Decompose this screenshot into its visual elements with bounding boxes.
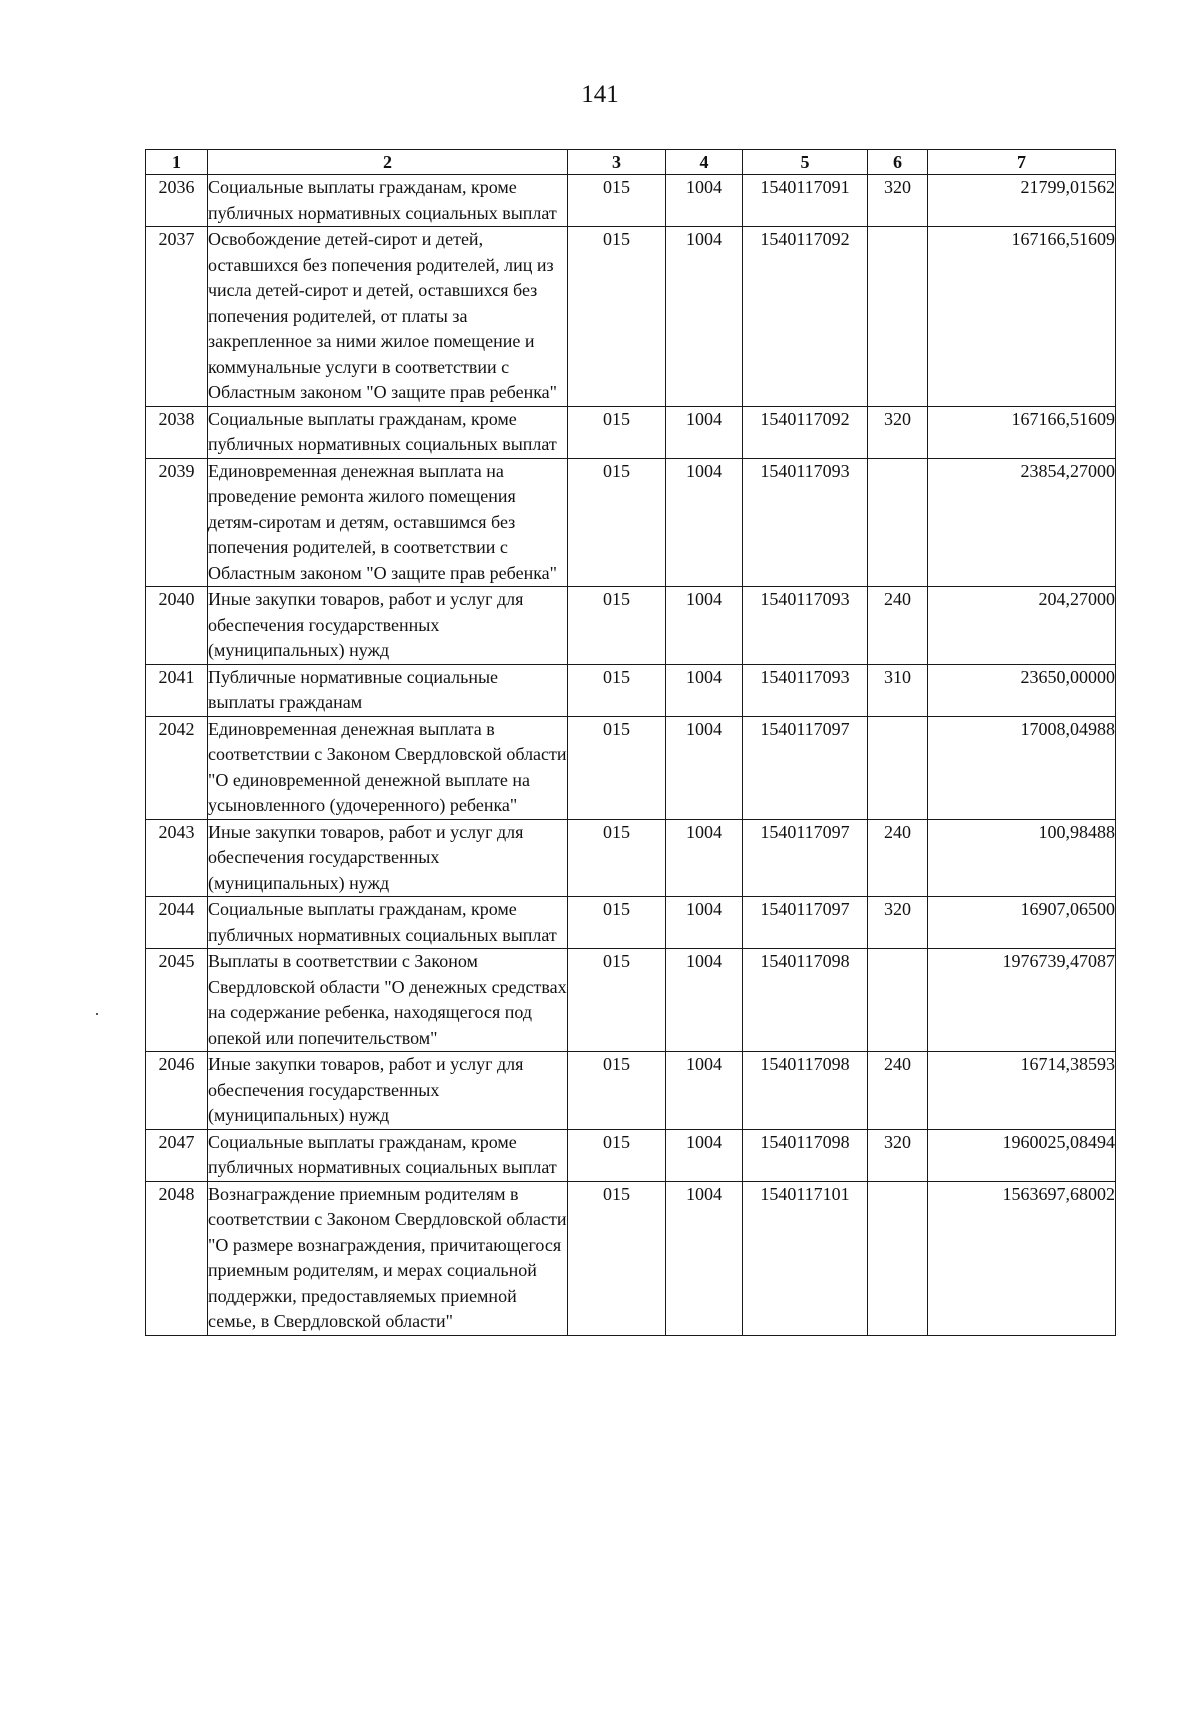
row-expense-kind — [868, 1181, 928, 1335]
row-expense-kind — [868, 716, 928, 819]
budget-table — [145, 149, 1116, 1336]
row-description: Выплаты в соответствии с Законом Свердловской области "О денежных средствах на содержание ребенка, находящегося под опекой или попечительством" — [208, 949, 568, 1052]
table-row — [146, 1052, 1116, 1130]
row-agency-code: 015 — [568, 1129, 666, 1181]
row-number: 2044 — [146, 897, 208, 949]
row-expense-kind: 320 — [868, 1129, 928, 1181]
row-amount: 16714,38593 — [928, 1052, 1116, 1130]
row-section-code: 1004 — [666, 458, 743, 587]
header-col-1: 1 — [146, 150, 208, 175]
row-section-code: 1004 — [666, 1129, 743, 1181]
row-number: 2043 — [146, 819, 208, 897]
table-row — [146, 1181, 1116, 1335]
row-amount: 167166,51609 — [928, 227, 1116, 407]
row-description: Иные закупки товаров, работ и услуг для обеспечения государственных (муниципальных) нужд — [208, 819, 568, 897]
row-description: Единовременная денежная выплата на проведение ремонта жилого помещения детям-сиротам и детям, оставшимся без попечения родителей, в соответствии с Областным законом "О защите прав ребенка" — [208, 458, 568, 587]
row-expense-kind: 320 — [868, 897, 928, 949]
row-article-code: 1540117098 — [743, 1052, 868, 1130]
row-expense-kind: 240 — [868, 819, 928, 897]
row-amount: 16907,06500 — [928, 897, 1116, 949]
row-amount: 23854,27000 — [928, 458, 1116, 587]
row-amount: 204,27000 — [928, 587, 1116, 665]
row-description: Социальные выплаты гражданам, кроме публичных нормативных социальных выплат — [208, 897, 568, 949]
row-expense-kind: 240 — [868, 587, 928, 665]
row-agency-code: 015 — [568, 897, 666, 949]
row-amount: 1960025,08494 — [928, 1129, 1116, 1181]
row-article-code: 1540117092 — [743, 227, 868, 407]
header-col-3: 3 — [568, 150, 666, 175]
row-section-code: 1004 — [666, 175, 743, 227]
table-row — [146, 897, 1116, 949]
row-number: 2046 — [146, 1052, 208, 1130]
row-number: 2041 — [146, 664, 208, 716]
row-amount: 21799,01562 — [928, 175, 1116, 227]
row-number: 2040 — [146, 587, 208, 665]
row-number: 2037 — [146, 227, 208, 407]
row-article-code: 1540117097 — [743, 716, 868, 819]
row-section-code: 1004 — [666, 227, 743, 407]
row-description: Вознаграждение приемным родителям в соответствии с Законом Свердловской области "О размере вознаграждения, причитающегося приемным родителям, и мерах социальной поддержки, предоставляемых приемной семье, в Свердловской области" — [208, 1181, 568, 1335]
table-row — [146, 949, 1116, 1052]
row-amount: 1563697,68002 — [928, 1181, 1116, 1335]
row-article-code: 1540117097 — [743, 819, 868, 897]
row-expense-kind: 310 — [868, 664, 928, 716]
row-number: 2036 — [146, 175, 208, 227]
table-row — [146, 175, 1116, 227]
row-amount: 17008,04988 — [928, 716, 1116, 819]
table-row — [146, 406, 1116, 458]
row-article-code: 1540117093 — [743, 458, 868, 587]
row-amount: 100,98488 — [928, 819, 1116, 897]
row-agency-code: 015 — [568, 716, 666, 819]
row-description: Иные закупки товаров, работ и услуг для обеспечения государственных (муниципальных) нужд — [208, 587, 568, 665]
row-agency-code: 015 — [568, 587, 666, 665]
row-description: Единовременная денежная выплата в соответствии с Законом Свердловской области "О единовременной денежной выплате на усыновленного (удочеренного) ребенка" — [208, 716, 568, 819]
row-section-code: 1004 — [666, 716, 743, 819]
table-row — [146, 458, 1116, 587]
row-description: Социальные выплаты гражданам, кроме публичных нормативных социальных выплат — [208, 175, 568, 227]
row-number: 2042 — [146, 716, 208, 819]
row-description: Иные закупки товаров, работ и услуг для обеспечения государственных (муниципальных) нужд — [208, 1052, 568, 1130]
row-agency-code: 015 — [568, 175, 666, 227]
row-article-code: 1540117093 — [743, 587, 868, 665]
row-expense-kind: 320 — [868, 175, 928, 227]
row-article-code: 1540117093 — [743, 664, 868, 716]
scan-speck — [96, 1013, 98, 1015]
row-section-code: 1004 — [666, 587, 743, 665]
row-section-code: 1004 — [666, 406, 743, 458]
header-col-2: 2 — [208, 150, 568, 175]
row-section-code: 1004 — [666, 949, 743, 1052]
header-col-5: 5 — [743, 150, 868, 175]
row-section-code: 1004 — [666, 1052, 743, 1130]
row-description: Освобождение детей-сирот и детей, оставшихся без попечения родителей, лиц из числа детей-сирот и детей, оставшихся без попечения родителей, от платы за закрепленное за ними жилое помещение и коммунальные услуги в соответствии с Областным законом "О защите прав ребенка" — [208, 227, 568, 407]
table-row — [146, 227, 1116, 407]
row-number: 2047 — [146, 1129, 208, 1181]
row-agency-code: 015 — [568, 406, 666, 458]
row-description: Публичные нормативные социальные выплаты гражданам — [208, 664, 568, 716]
row-description: Социальные выплаты гражданам, кроме публичных нормативных социальных выплат — [208, 1129, 568, 1181]
header-col-7: 7 — [928, 150, 1116, 175]
table-row — [146, 819, 1116, 897]
row-number: 2048 — [146, 1181, 208, 1335]
row-agency-code: 015 — [568, 664, 666, 716]
row-number: 2045 — [146, 949, 208, 1052]
row-article-code: 1540117101 — [743, 1181, 868, 1335]
row-amount: 1976739,47087 — [928, 949, 1116, 1052]
row-expense-kind — [868, 949, 928, 1052]
row-section-code: 1004 — [666, 1181, 743, 1335]
table-row — [146, 716, 1116, 819]
table-row — [146, 664, 1116, 716]
row-expense-kind: 240 — [868, 1052, 928, 1130]
row-section-code: 1004 — [666, 819, 743, 897]
header-col-6: 6 — [868, 150, 928, 175]
row-agency-code: 015 — [568, 1052, 666, 1130]
row-article-code: 1540117091 — [743, 175, 868, 227]
row-article-code: 1540117092 — [743, 406, 868, 458]
row-description: Социальные выплаты гражданам, кроме публичных нормативных социальных выплат — [208, 406, 568, 458]
table-row — [146, 1129, 1116, 1181]
row-number: 2039 — [146, 458, 208, 587]
row-number: 2038 — [146, 406, 208, 458]
row-agency-code: 015 — [568, 949, 666, 1052]
row-expense-kind — [868, 458, 928, 587]
header-row — [146, 150, 1116, 175]
row-agency-code: 015 — [568, 819, 666, 897]
row-article-code: 1540117097 — [743, 897, 868, 949]
row-article-code: 1540117098 — [743, 1129, 868, 1181]
row-agency-code: 015 — [568, 227, 666, 407]
table-row — [146, 587, 1116, 665]
page-number: 141 — [581, 81, 619, 108]
row-amount: 167166,51609 — [928, 406, 1116, 458]
row-agency-code: 015 — [568, 1181, 666, 1335]
row-section-code: 1004 — [666, 664, 743, 716]
row-amount: 23650,00000 — [928, 664, 1116, 716]
row-section-code: 1004 — [666, 897, 743, 949]
row-expense-kind: 320 — [868, 406, 928, 458]
row-article-code: 1540117098 — [743, 949, 868, 1052]
header-col-4: 4 — [666, 150, 743, 175]
row-agency-code: 015 — [568, 458, 666, 587]
row-expense-kind — [868, 227, 928, 407]
